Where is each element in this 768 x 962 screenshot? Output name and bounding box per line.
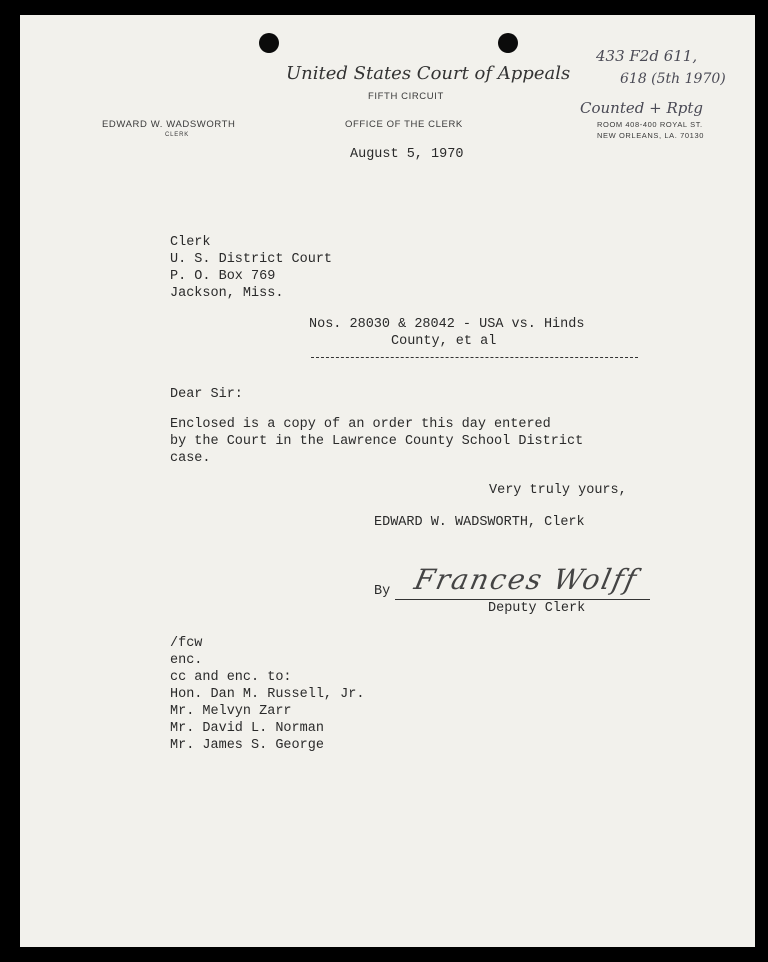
punch-hole-right — [498, 33, 518, 53]
address-line-1: ROOM 408-400 ROYAL ST. — [597, 120, 703, 129]
salutation: Dear Sir: — [170, 387, 243, 402]
footer-line: Mr. James S. George — [170, 738, 324, 753]
footer-line: Hon. Dan M. Russell, Jr. — [170, 687, 365, 702]
punch-hole-left — [259, 33, 279, 53]
reference-underline — [311, 357, 638, 358]
case-reference-line-2: County, et al — [391, 334, 497, 349]
letter-page — [20, 15, 755, 947]
recipient-line: U. S. District Court — [170, 252, 333, 267]
clerk-name: EDWARD W. WADSWORTH — [102, 119, 236, 130]
footer-line: Mr. David L. Norman — [170, 721, 324, 736]
footer-line: enc. — [170, 653, 203, 668]
closing: Very truly yours, — [489, 483, 627, 498]
address-line-2: NEW ORLEANS, LA. 70130 — [597, 131, 704, 140]
letter-date: August 5, 1970 — [350, 147, 464, 162]
annotation-court-year: 618 (5th 1970) — [620, 71, 726, 87]
by-label: By — [374, 584, 391, 599]
recipient-line: Clerk — [170, 235, 211, 250]
signature-line — [395, 599, 650, 600]
footer-line: Mr. Melvyn Zarr — [170, 704, 292, 719]
body-line: by the Court in the Lawrence County School District — [170, 434, 584, 449]
circuit-label: FIFTH CIRCUIT — [368, 91, 444, 102]
footer-line: cc and enc. to: — [170, 670, 292, 685]
case-reference-line-1: Nos. 28030 & 28042 - USA vs. Hinds — [309, 317, 585, 332]
deputy-title: Deputy Clerk — [488, 601, 586, 616]
footer-line: /fcw — [170, 636, 203, 651]
body-line: Enclosed is a copy of an order this day entered — [170, 417, 551, 432]
annotation-citation: 433 F2d 611, — [596, 47, 698, 65]
handwritten-signature: Frances Wolff — [411, 563, 641, 596]
office-label: OFFICE OF THE CLERK — [345, 119, 463, 130]
recipient-line: Jackson, Miss. — [170, 286, 284, 301]
clerk-title: CLERK — [165, 132, 190, 138]
signer-name: EDWARD W. WADSWORTH, Clerk — [374, 515, 585, 530]
recipient-line: P. O. Box 769 — [170, 269, 276, 284]
court-name: United States Court of Appeals — [286, 63, 571, 84]
annotation-note: Counted + Rptg — [580, 99, 703, 117]
body-line: case. — [170, 451, 211, 466]
